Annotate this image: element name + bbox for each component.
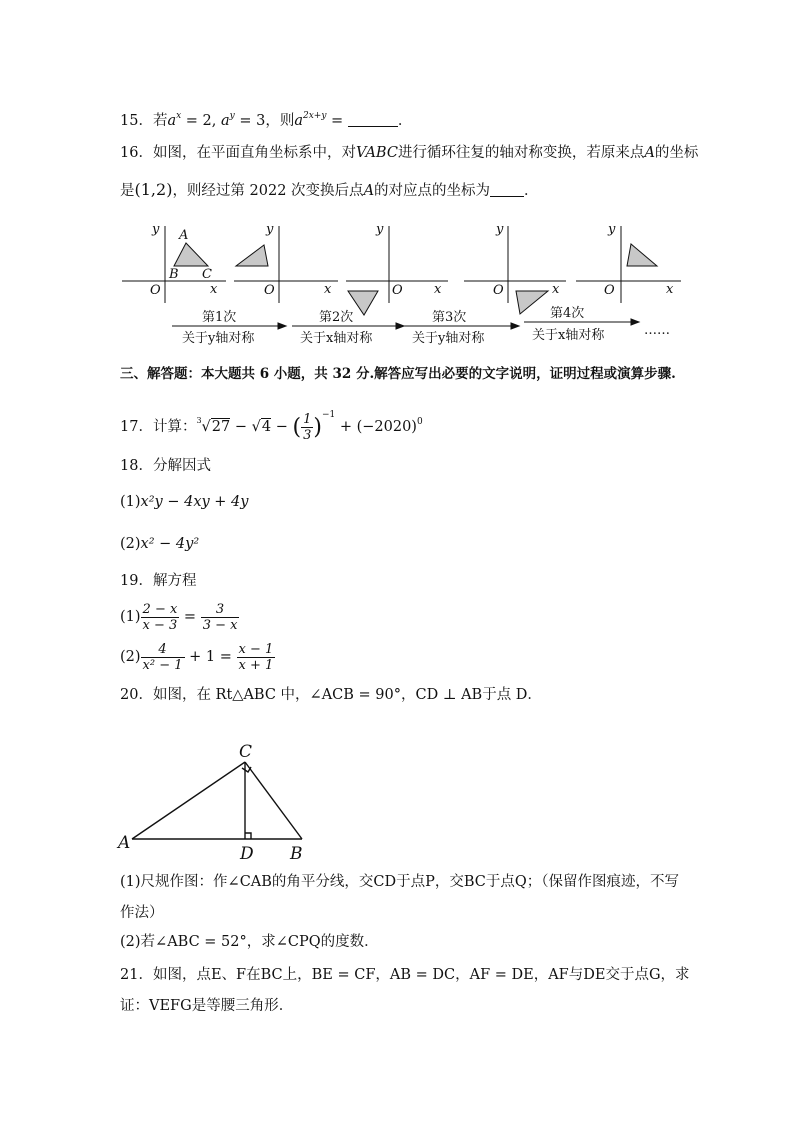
question-20: 20．如图，在 Rt△ABC 中，∠ACB = 90°，CD ⊥ AB于点 D． bbox=[120, 687, 542, 703]
triangle-step3 bbox=[516, 291, 548, 314]
triangle-step4 bbox=[627, 244, 657, 266]
section-3-heading: 三、解答题：本大题共 6 小题，共 32 分.解答应写出必要的文字说明，证明过程或演算步骤. bbox=[120, 366, 676, 382]
svg-text:y: y bbox=[608, 222, 616, 237]
svg-text:y: y bbox=[496, 222, 504, 237]
svg-text:O: O bbox=[264, 283, 275, 298]
question-16-line1: 16．如图，在平面直角坐标系中，对VABC进行循环往复的轴对称变换，若原来点A的坐标 bbox=[120, 145, 699, 161]
question-18-part2: (2)x² − 4y² bbox=[120, 536, 200, 552]
svg-text:C: C bbox=[202, 267, 212, 282]
svg-text:关于y轴对称: 关于y轴对称 bbox=[412, 331, 485, 346]
svg-text:y: y bbox=[266, 222, 274, 237]
triangle-step1 bbox=[236, 245, 268, 266]
svg-text:第3次: 第3次 bbox=[432, 310, 467, 325]
svg-text:O: O bbox=[493, 283, 504, 298]
question-20-part1a: (1)尺规作图：作∠CAB的角平分线，交CD于点P，交BC于点Q；（保留作图痕迹，不写 bbox=[120, 874, 680, 890]
svg-text:关于x轴对称: 关于x轴对称 bbox=[300, 331, 373, 346]
question-20-part1b: 作法） bbox=[120, 905, 164, 921]
svg-text:D: D bbox=[240, 844, 254, 864]
svg-text:y: y bbox=[152, 222, 160, 237]
answer-blank[interactable] bbox=[348, 112, 398, 127]
question-15: 15．若$a^x = 2$, $a^y = 3$，则$a^{2x+y}$ = ． bbox=[120, 111, 413, 129]
question-18-title: 18．分解因式 bbox=[120, 458, 211, 474]
question-21-line2: 证：VEFG是等腰三角形． bbox=[120, 998, 294, 1014]
question-19-title: 19．解方程 bbox=[120, 573, 197, 589]
svg-text:A: A bbox=[118, 833, 131, 853]
question-16-line2: 是(1,2)，则经过第 2022 次变换后点A的对应点的坐标为 ． bbox=[120, 180, 539, 199]
transformation-figure bbox=[116, 218, 686, 348]
svg-text:O: O bbox=[392, 283, 403, 298]
question-19-part2: (2) $\frac{4}{\text{x² − 1}}$ + 1 = $\frac{x - 1}{x + 1}$ bbox=[120, 641, 274, 673]
svg-text:x: x bbox=[434, 282, 442, 297]
svg-text:B: B bbox=[169, 267, 179, 282]
svg-text:y: y bbox=[376, 222, 384, 237]
svg-text:x: x bbox=[324, 282, 332, 297]
question-17: 17．计算：$^3$√27 − √4 − ( $\frac{1}{3}$ )$^{-1} + (-2020)^0$ bbox=[120, 410, 423, 443]
svg-text:O: O bbox=[604, 283, 615, 298]
svg-text:B: B bbox=[290, 844, 303, 864]
right-triangle-figure bbox=[116, 735, 316, 865]
svg-text:C: C bbox=[239, 742, 253, 762]
triangle-original bbox=[174, 243, 208, 266]
svg-text:x: x bbox=[210, 282, 218, 297]
svg-text:……: …… bbox=[644, 323, 670, 338]
svg-text:x: x bbox=[552, 282, 560, 297]
question-21-line1: 21．如图，点E、F在BC上，BE = CF，AB = DC，AF = DE，AF与DE交于点G，求 bbox=[120, 967, 690, 983]
svg-text:关于x轴对称: 关于x轴对称 bbox=[532, 328, 605, 343]
question-19-part1: (1) $\frac{2 - x}{x - 3}$ = $\frac{3}{3 - x}$ bbox=[120, 601, 238, 633]
svg-text:A: A bbox=[179, 228, 189, 243]
svg-text:x: x bbox=[666, 282, 674, 297]
question-20-part2: (2)若∠ABC = 52°，求∠CPQ的度数． bbox=[120, 934, 379, 950]
svg-text:第2次: 第2次 bbox=[319, 310, 354, 325]
svg-text:第1次: 第1次 bbox=[202, 310, 237, 325]
answer-blank[interactable] bbox=[490, 182, 524, 197]
svg-text:第4次: 第4次 bbox=[550, 306, 585, 321]
question-18-part1: (1)x²y − 4xy + 4y bbox=[120, 494, 249, 510]
svg-text:关于y轴对称: 关于y轴对称 bbox=[182, 331, 255, 346]
svg-text:O: O bbox=[150, 283, 161, 298]
